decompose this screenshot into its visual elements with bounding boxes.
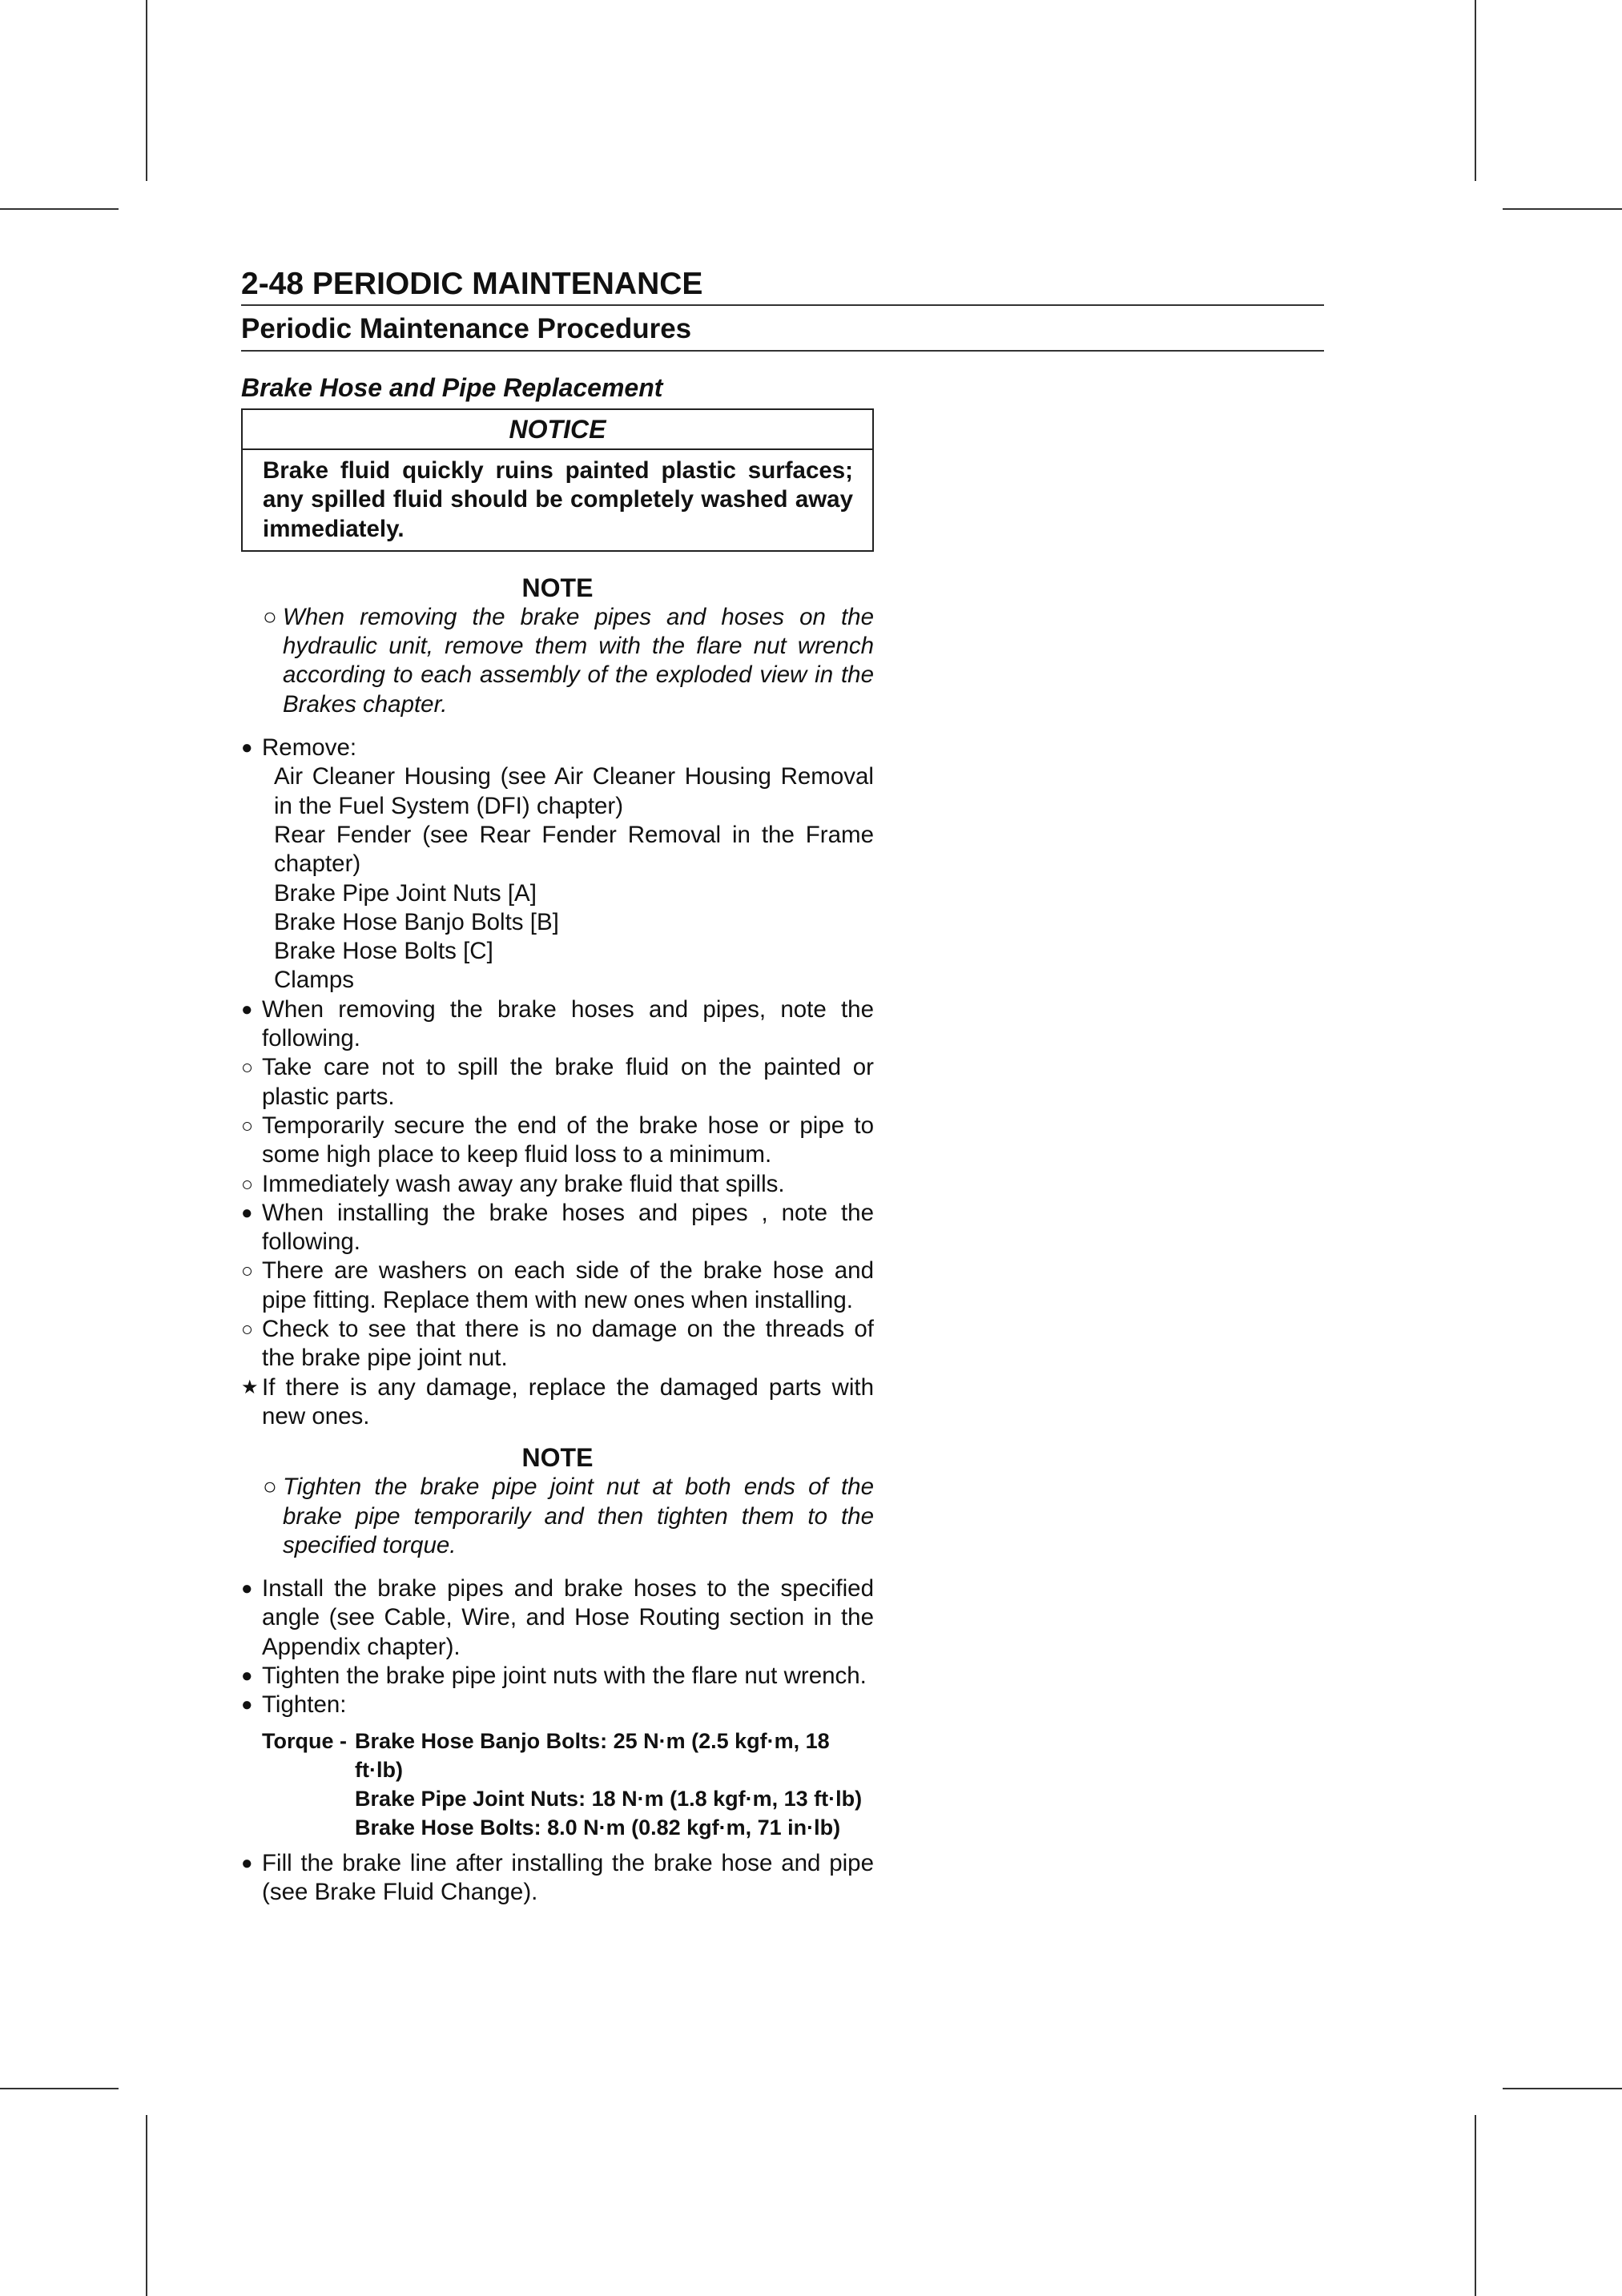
removal-part-item (241, 966, 874, 995)
note-text: Tighten the brake pipe joint nut at both ends of the brake pipe temporarily and then tighten them to the specified torque. (283, 1474, 874, 1558)
notice-heading: NOTICE (243, 410, 872, 450)
torque-value: Brake Pipe Joint Nuts: 18 N·m (1.8 kgf·m, 13 ft·lb) (355, 1787, 863, 1811)
step-text: Fill the brake line after installing the brake hose and pipe (see Brake Fluid Change). (262, 1849, 874, 1906)
procedure-step (241, 1691, 874, 1719)
step-text: When installing the brake hoses and pipes , note the following. (262, 1199, 874, 1256)
step-text: Tighten: (262, 1691, 347, 1719)
torque-spec (241, 1727, 874, 1843)
crop-mark (146, 0, 147, 181)
torque-value: Brake Hose Bolts: 8.0 N·m (0.82 kgf·m, 71 in·lb) (355, 1815, 841, 1840)
torque-value: ft·lb) (355, 1757, 403, 1782)
procedure-step (241, 734, 874, 762)
bullet-icon: ● (241, 1852, 253, 1874)
note-list (241, 1473, 874, 1560)
step-text: When removing the brake hoses and pipes, note the following. (262, 995, 874, 1052)
procedure-list (241, 734, 874, 1431)
crop-mark (1503, 208, 1622, 210)
crop-mark (0, 2088, 119, 2089)
note-list (241, 603, 874, 719)
removal-part-item (241, 821, 874, 879)
step-text: Temporarily secure the end of the brake hose or pipe to some high place to keep fluid loss to a minimum. (262, 1112, 874, 1168)
procedure-step (241, 1574, 874, 1662)
bullet-icon: ● (241, 1201, 253, 1224)
bullet-icon: ● (241, 737, 253, 759)
removal-part-item (241, 762, 874, 821)
removal-part-item (241, 937, 874, 966)
circle-bullet-icon: ○ (241, 1260, 254, 1283)
star-bullet-icon: ★ (241, 1376, 259, 1398)
step-text: Check to see that there is no damage on the threads of the brake pipe joint nut. (262, 1316, 874, 1372)
page-header (241, 264, 1324, 352)
procedure-step (241, 1373, 874, 1432)
circle-bullet-icon: ○ (241, 1114, 254, 1137)
step-text: Rear Fender (see Rear Fender Removal in the Frame chapter) (274, 821, 874, 878)
note-heading: NOTE (521, 573, 594, 602)
step-text: Clamps (274, 967, 354, 994)
page-title: 2-48 PERIODIC MAINTENANCE (241, 267, 703, 301)
torque-value: Brake Hose Banjo Bolts: 25 N·m (2.5 kgf·m, 18 (355, 1728, 830, 1753)
note-heading: NOTE (521, 1443, 594, 1473)
procedure-list (241, 1574, 874, 1719)
procedure-step (241, 1849, 874, 1908)
step-text: Remove: (262, 734, 357, 762)
procedure-step (241, 1199, 874, 1257)
step-text: Tighten the brake pipe joint nuts with the flare nut wrench. (262, 1662, 867, 1689)
procedure-step (241, 1112, 874, 1170)
removal-part-item (241, 879, 874, 908)
main-column (241, 367, 874, 1907)
step-text: If there is any damage, replace the damaged parts with new ones. (262, 1373, 874, 1429)
bullet-icon: ● (241, 1664, 253, 1687)
header-rule (241, 304, 1324, 306)
procedure-step (241, 1257, 874, 1315)
note-item (241, 603, 874, 719)
notice-body: Brake fluid quickly ruins painted plastic surfaces; any spilled fluid should be completely washed away immediately. (263, 457, 853, 542)
crop-mark (0, 208, 119, 210)
circle-bullet-icon: ○ (263, 1474, 277, 1501)
step-text: Install the brake pipes and brake hoses to the specified angle (see Cable, Wire, and Hose Routing section in the Appendix chapter). (262, 1575, 874, 1660)
step-text: Brake Pipe Joint Nuts [A] (274, 879, 537, 907)
circle-bullet-icon: ○ (241, 1056, 254, 1080)
removal-part-item (241, 908, 874, 937)
crop-mark (1503, 2088, 1622, 2089)
procedure-step (241, 995, 874, 1054)
procedure-list (241, 1849, 874, 1908)
notice-box (241, 408, 874, 552)
step-text: There are washers on each side of the brake hose and pipe fitting. Replace them with new ones when installing. (262, 1257, 874, 1313)
circle-bullet-icon: ○ (241, 1318, 254, 1341)
crop-mark (1475, 2115, 1476, 2296)
bullet-icon: ● (241, 1578, 253, 1600)
circle-bullet-icon: ○ (241, 1172, 254, 1196)
procedure-step (241, 1170, 874, 1199)
note-item (241, 1473, 874, 1560)
note-text: When removing the brake pipes and hoses on the hydraulic unit, remove them with the flare nut wrench according to each assembly of the exploded view in the Brakes chapter. (283, 603, 874, 718)
step-text: Air Cleaner Housing (see Air Cleaner Housing Removal in the Fuel System (DFI) chapter) (274, 763, 874, 819)
crop-mark (1475, 0, 1476, 181)
procedure-step (241, 1662, 874, 1691)
bullet-icon: ● (241, 1694, 253, 1716)
torque-label: Torque - (262, 1728, 347, 1753)
circle-bullet-icon: ○ (263, 603, 277, 630)
crop-mark (146, 2115, 147, 2296)
section-title: Periodic Maintenance Procedures (241, 313, 692, 344)
step-text: Brake Hose Bolts [C] (274, 938, 493, 965)
step-text: Brake Hose Banjo Bolts [B] (274, 908, 559, 935)
subsection-title: Brake Hose and Pipe Replacement (241, 373, 663, 402)
step-text: Take care not to spill the brake fluid on the painted or plastic parts. (262, 1054, 874, 1110)
bullet-icon: ● (241, 998, 253, 1020)
section-rule (241, 350, 1324, 352)
procedure-step (241, 1053, 874, 1112)
step-text: Immediately wash away any brake fluid that spills. (262, 1170, 785, 1197)
procedure-step (241, 1315, 874, 1373)
